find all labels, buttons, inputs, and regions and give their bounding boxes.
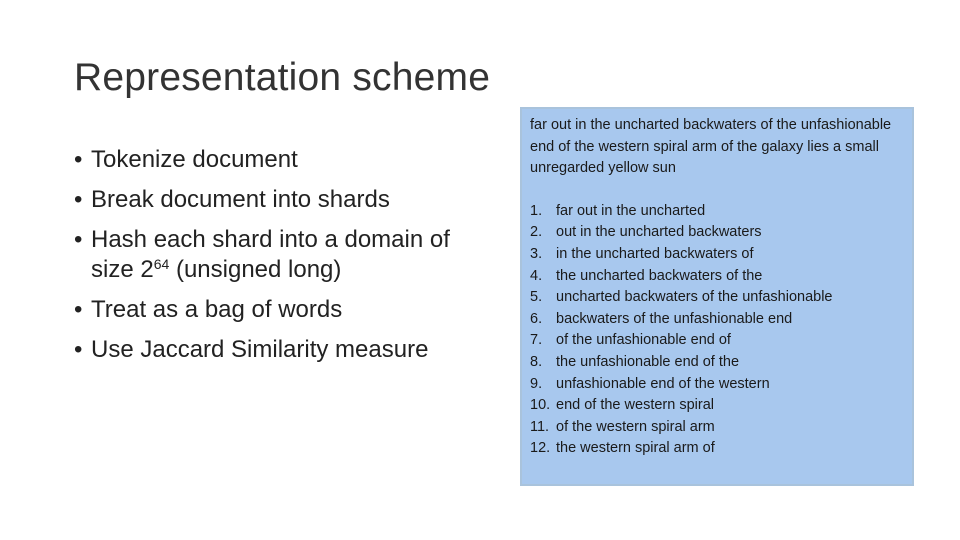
bullet-item	[74, 145, 494, 175]
shard-item	[530, 222, 904, 244]
shard-text: uncharted backwaters of the unfashionable	[556, 289, 833, 306]
shard-number: 12.	[530, 440, 551, 457]
bullet-item	[74, 295, 494, 325]
shard-text: unfashionable end of the western	[556, 375, 770, 392]
bullet-text: (unsigned long)	[169, 256, 342, 283]
bullet-icon: •	[74, 186, 83, 213]
shard-item	[530, 330, 904, 352]
bullet-text: Tokenize document	[91, 146, 298, 173]
shard-item	[530, 201, 904, 223]
shard-number: 11.	[530, 418, 550, 435]
shard-number: 7.	[530, 332, 543, 349]
shard-text: of the unfashionable end of	[556, 332, 731, 349]
shard-text: far out in the uncharted	[556, 202, 706, 219]
exponent: 64	[153, 256, 170, 272]
bullet-item	[74, 335, 494, 365]
shard-item	[530, 352, 904, 374]
bullet-list	[74, 145, 494, 375]
shard-example-panel	[520, 107, 914, 486]
shard-number: 3.	[530, 245, 543, 262]
shard-item	[530, 417, 904, 439]
shard-text: the unfashionable end of the	[556, 353, 740, 370]
shard-item	[530, 244, 904, 266]
bullet-text: Use Jaccard Similarity measure	[91, 336, 429, 363]
slide-title: Representation scheme	[74, 56, 491, 99]
shard-number: 8.	[530, 353, 543, 370]
bullet-text: Treat as a bag of words	[91, 296, 343, 323]
shard-text: in the uncharted backwaters of	[556, 245, 754, 262]
example-sentence: far out in the uncharted backwaters of the unfashionable end of the western spiral arm of the galaxy lies a small unregarded yellow sun	[530, 117, 892, 177]
shard-number: 2.	[530, 224, 543, 241]
bullet-icon: •	[74, 336, 83, 363]
shard-number: 6.	[530, 310, 543, 327]
shard-text: out in the uncharted backwaters	[556, 224, 762, 241]
shard-text: the western spiral arm of	[556, 440, 715, 457]
shard-number: 4.	[530, 267, 543, 284]
bullet-icon: •	[74, 226, 83, 253]
shard-item	[530, 309, 904, 331]
bullet-item	[74, 185, 494, 215]
shard-text: of the western spiral arm	[556, 418, 715, 435]
bullet-text: Break document into shards	[91, 186, 390, 213]
shard-item	[530, 395, 904, 417]
shard-text: backwaters of the unfashionable end	[556, 310, 793, 327]
shard-number: 10.	[530, 397, 551, 414]
shard-item	[530, 266, 904, 288]
shard-item	[530, 287, 904, 309]
shard-number: 9.	[530, 375, 543, 392]
bullet-text: Hash each shard into a domain of size 2	[91, 226, 450, 283]
shard-item	[530, 374, 904, 396]
bullet-icon: •	[74, 146, 83, 173]
shard-text: the uncharted backwaters of the	[556, 267, 763, 284]
bullet-item	[74, 225, 494, 285]
shard-text: end of the western spiral	[556, 397, 714, 414]
shard-item	[530, 438, 904, 460]
shard-list	[530, 201, 904, 460]
shard-number: 1.	[530, 202, 543, 219]
shard-number: 5.	[530, 289, 543, 306]
bullet-icon: •	[74, 296, 83, 323]
